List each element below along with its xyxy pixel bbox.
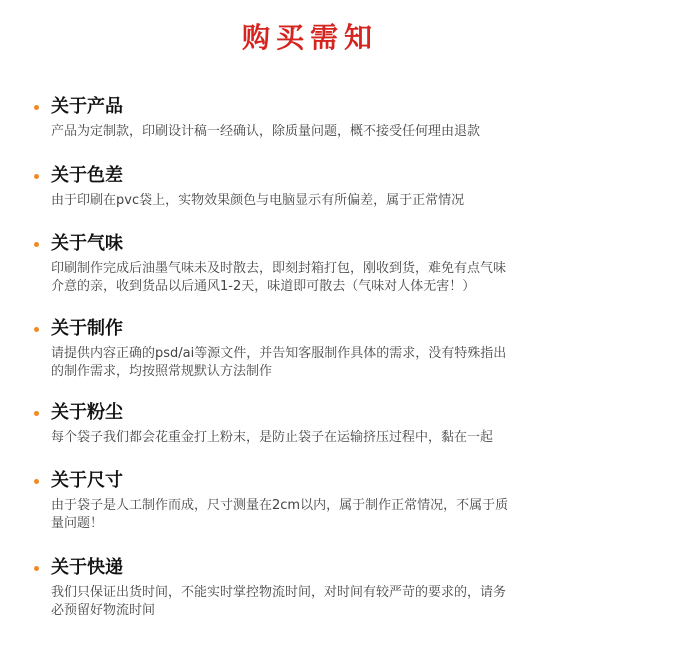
- section-heading: 关于色差: [51, 165, 123, 186]
- section-heading: 关于气味: [51, 233, 123, 254]
- section-body-line: 必预留好物流时间: [51, 603, 156, 618]
- section-body-line: 由于袋子是人工制作而成，尺寸测量在2cm以内，属于制作正常情况，不属于质: [51, 498, 509, 513]
- bullet-dot-icon: [34, 174, 39, 179]
- section-body-line: 请提供内容正确的psd/ai等源文件，并告知客服制作具体的需求，没有特殊指出: [51, 346, 507, 361]
- section-dust: [34, 402, 594, 447]
- section-body-line: 印刷制作完成后油墨气味未及时散去，即刻封箱打包，刚收到货，难免有点气味: [51, 261, 507, 276]
- section-body-line: 每个袋子我们都会花重金打上粉末，是防止袋子在运输挤压过程中，黏在一起: [51, 430, 494, 445]
- section-heading-row: [34, 96, 594, 118]
- section-body-line: 我们只保证出货时间，不能实时掌控物流时间，对时间有较严苛的要求的，请务: [51, 585, 507, 600]
- section-size: [34, 470, 594, 533]
- section-heading: 关于尺寸: [51, 470, 123, 491]
- section-production: [34, 318, 594, 381]
- bullet-dot-icon: [34, 327, 39, 332]
- bullet-dot-icon: [34, 566, 39, 571]
- section-body: [51, 192, 591, 210]
- section-body: [51, 429, 591, 447]
- section-body-line: 介意的亲，收到货品以后通风1-2天，味道即可散去（气味对人体无害！）: [51, 279, 476, 294]
- section-body-line: 产品为定制款，印刷设计稿一经确认，除质量问题，概不接受任何理由退款: [51, 124, 481, 139]
- section-product: [34, 96, 594, 141]
- section-body: [51, 497, 591, 533]
- section-odor: [34, 233, 594, 296]
- bullet-dot-icon: [34, 105, 39, 110]
- page-title: 购买需知: [241, 21, 378, 54]
- section-heading-row: [34, 470, 594, 492]
- section-body-line: 量问题！: [51, 516, 104, 531]
- bullet-dot-icon: [34, 242, 39, 247]
- section-color-difference: [34, 165, 594, 210]
- section-body: [51, 345, 591, 381]
- section-heading-row: [34, 318, 594, 340]
- section-heading: 关于制作: [51, 318, 123, 339]
- section-heading-row: [34, 165, 594, 187]
- section-heading: 关于快递: [51, 557, 123, 578]
- section-heading-row: [34, 233, 594, 255]
- section-heading: 关于粉尘: [51, 402, 123, 423]
- section-body: [51, 123, 591, 141]
- section-body-line: 由于印刷在pvc袋上，实物效果颜色与电脑显示有所偏差，属于正常情况: [51, 193, 465, 208]
- section-heading-row: [34, 557, 594, 579]
- section-delivery: [34, 557, 594, 620]
- bullet-dot-icon: [34, 479, 39, 484]
- section-body-line: 的制作需求，均按照常规默认方法制作: [51, 364, 273, 379]
- section-body: [51, 584, 591, 620]
- section-heading: 关于产品: [51, 96, 123, 117]
- bullet-dot-icon: [34, 411, 39, 416]
- section-heading-row: [34, 402, 594, 424]
- section-body: [51, 260, 591, 296]
